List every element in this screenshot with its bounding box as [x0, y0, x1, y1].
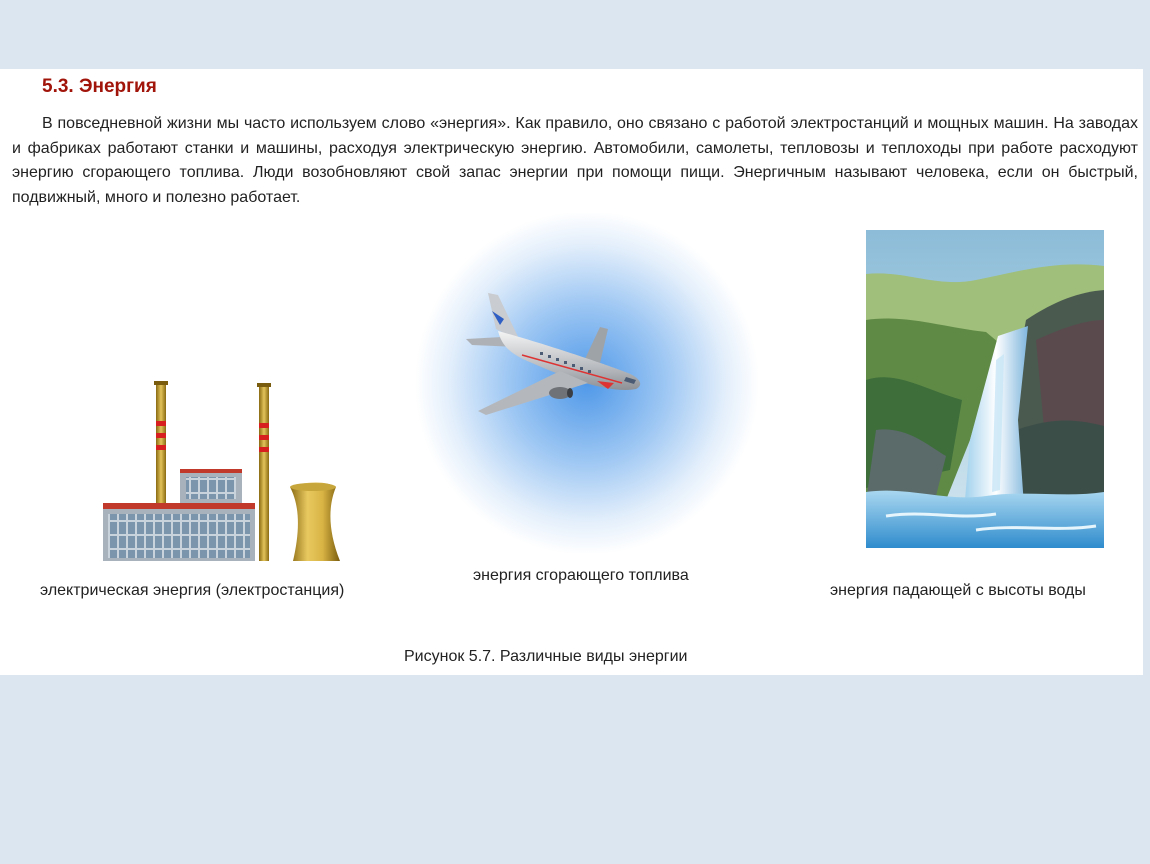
waterfall-caption: энергия падающей с высоты воды — [830, 582, 1086, 599]
water-pool — [866, 491, 1104, 548]
power-plant-illustration — [100, 381, 345, 563]
chimney-right — [259, 385, 269, 561]
slide-page — [0, 69, 1143, 675]
waterfall-illustration — [866, 230, 1104, 548]
cooling-tower — [290, 483, 340, 562]
power-plant-caption: электрическая энергия (электростанция) — [40, 582, 345, 599]
intro-paragraph: В повседневной жизни мы часто используем слово «энергия». Как правило, оно связано с работой электростанций и мощных машин. На заводах и фабриках работают станки и машины, расходуя электрическую энергию. Автомобили, самолеты, тепловозы и теплоходы при работе расходуют энергию сгорающего топлива. Люди возобновляют свой запас энергии при помощи пищи. Энергичным называют человека, если он быстрый, подвижный, много и полезно работает. — [12, 115, 1138, 206]
section-title: 5.3. Энергия — [42, 76, 157, 97]
airplane-illustration — [412, 213, 762, 553]
airplane-caption: энергия сгорающего топлива — [473, 567, 689, 584]
chimney-left — [156, 383, 166, 503]
figure-caption: Рисунок 5.7. Различные виды энергии — [404, 648, 688, 665]
